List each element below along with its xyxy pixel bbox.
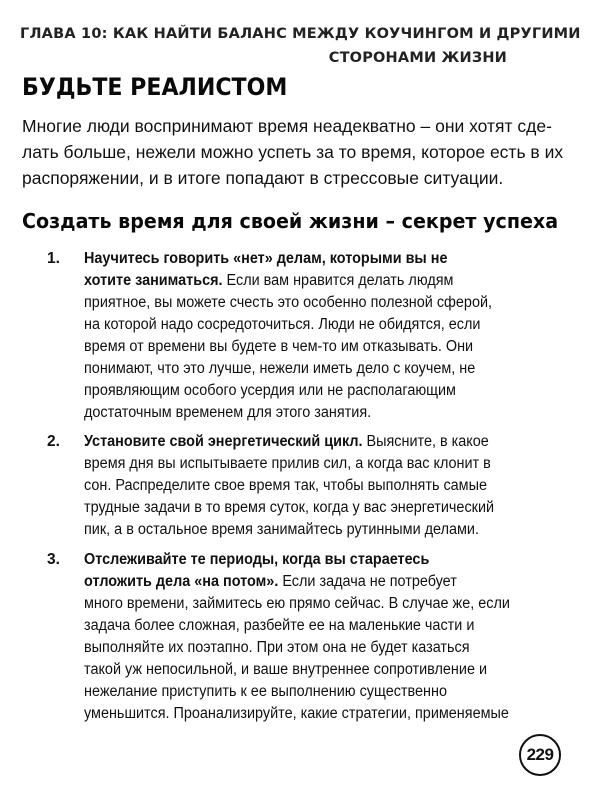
plain-text: Если задача не потребует xyxy=(278,573,457,590)
text-line: понимают, что это лучше, нежели иметь дело с коучем, не xyxy=(84,360,476,377)
section-heading: БУДЬТЕ РЕАЛИСТОМ xyxy=(22,73,288,101)
subheading: Создать время для своей жизни – секрет успеха xyxy=(22,209,559,233)
bold-phrase: хотите заниматься. xyxy=(84,272,223,289)
text-line xyxy=(84,571,512,593)
intro-line: лать больше, нежели можно успеть за то время, которое есть в их xyxy=(22,142,564,162)
plain-text: Выясните, в какое xyxy=(362,433,489,450)
page-number xyxy=(519,734,561,776)
text-line: такой уж непосильной, и ваше внутреннее сопротивление и xyxy=(84,661,488,678)
list-item-text xyxy=(84,549,512,725)
intro-line: Многие люди воспринимают время неадекватно – они хотят сде- xyxy=(22,116,552,136)
text-line: нежелание приступить к ее выполнению существенно xyxy=(84,683,447,700)
text-line: время от времени вы будете в чем-то им отказывать. Они xyxy=(84,338,474,355)
list-number: 2. xyxy=(47,433,60,450)
text-line: достаточным временем для этого занятия. xyxy=(84,404,372,421)
text-line xyxy=(84,248,512,270)
text-line: проявляющим особого усердия или не располагающим xyxy=(84,382,456,399)
bold-phrase: Отслеживайте те периоды, когда вы стараетесь xyxy=(84,551,430,568)
plain-text: Если вам нравится делать людям xyxy=(222,272,454,289)
text-line: пик, а в остальное время занимайтесь рутинными делами. xyxy=(84,521,479,538)
running-head xyxy=(20,22,581,70)
running-head-line-2: СТОРОНАМИ ЖИЗНИ xyxy=(328,50,507,66)
text-line xyxy=(84,270,512,292)
text-line: на которой надо сосредоточиться. Люди не обидятся, если xyxy=(84,316,481,333)
intro-paragraph xyxy=(22,113,564,191)
text-line: много времени, займитесь ею прямо сейчас. В случае же, если xyxy=(84,595,510,612)
running-head-line-1: ГЛАВА 10: КАК НАЙТИ БАЛАНС МЕЖДУ КОУЧИНГОМ И ДРУГИМИ xyxy=(20,26,581,42)
text-line: уменьшится. Проанализируйте, какие стратегии, применяемые xyxy=(84,705,509,722)
text-line: выполняйте их поэтапно. При этом она не будет казаться xyxy=(84,639,470,656)
list-item-text xyxy=(84,431,512,541)
text-line xyxy=(84,549,512,571)
list-item-text xyxy=(84,248,512,424)
page-number-text: 229 xyxy=(526,745,554,764)
bold-phrase: отложить дела «на потом». xyxy=(84,573,279,590)
bold-phrase: Научитесь говорить «нет» делам, которыми вы не xyxy=(84,250,448,267)
text-line: время дня вы испытываете прилив сил, а когда вас клонит в xyxy=(84,455,491,472)
text-line: трудные задачи в то время суток, когда у вас энергетический xyxy=(84,499,495,516)
list-number: 3. xyxy=(47,551,60,568)
text-line: сон. Распределите свое время так, чтобы выполнять самые xyxy=(84,477,487,494)
intro-line: распоряжении, и в итоге попадают в стрессовые ситуации. xyxy=(22,168,504,188)
bold-phrase: Установите свой энергетический цикл. xyxy=(84,433,363,450)
text-line: задача более сложная, разбейте ее на маленькие части и xyxy=(84,617,475,634)
text-line xyxy=(84,431,512,453)
text-line: приятное, вы можете счесть это особенно полезной сферой, xyxy=(84,294,493,311)
list-number: 1. xyxy=(47,250,60,267)
